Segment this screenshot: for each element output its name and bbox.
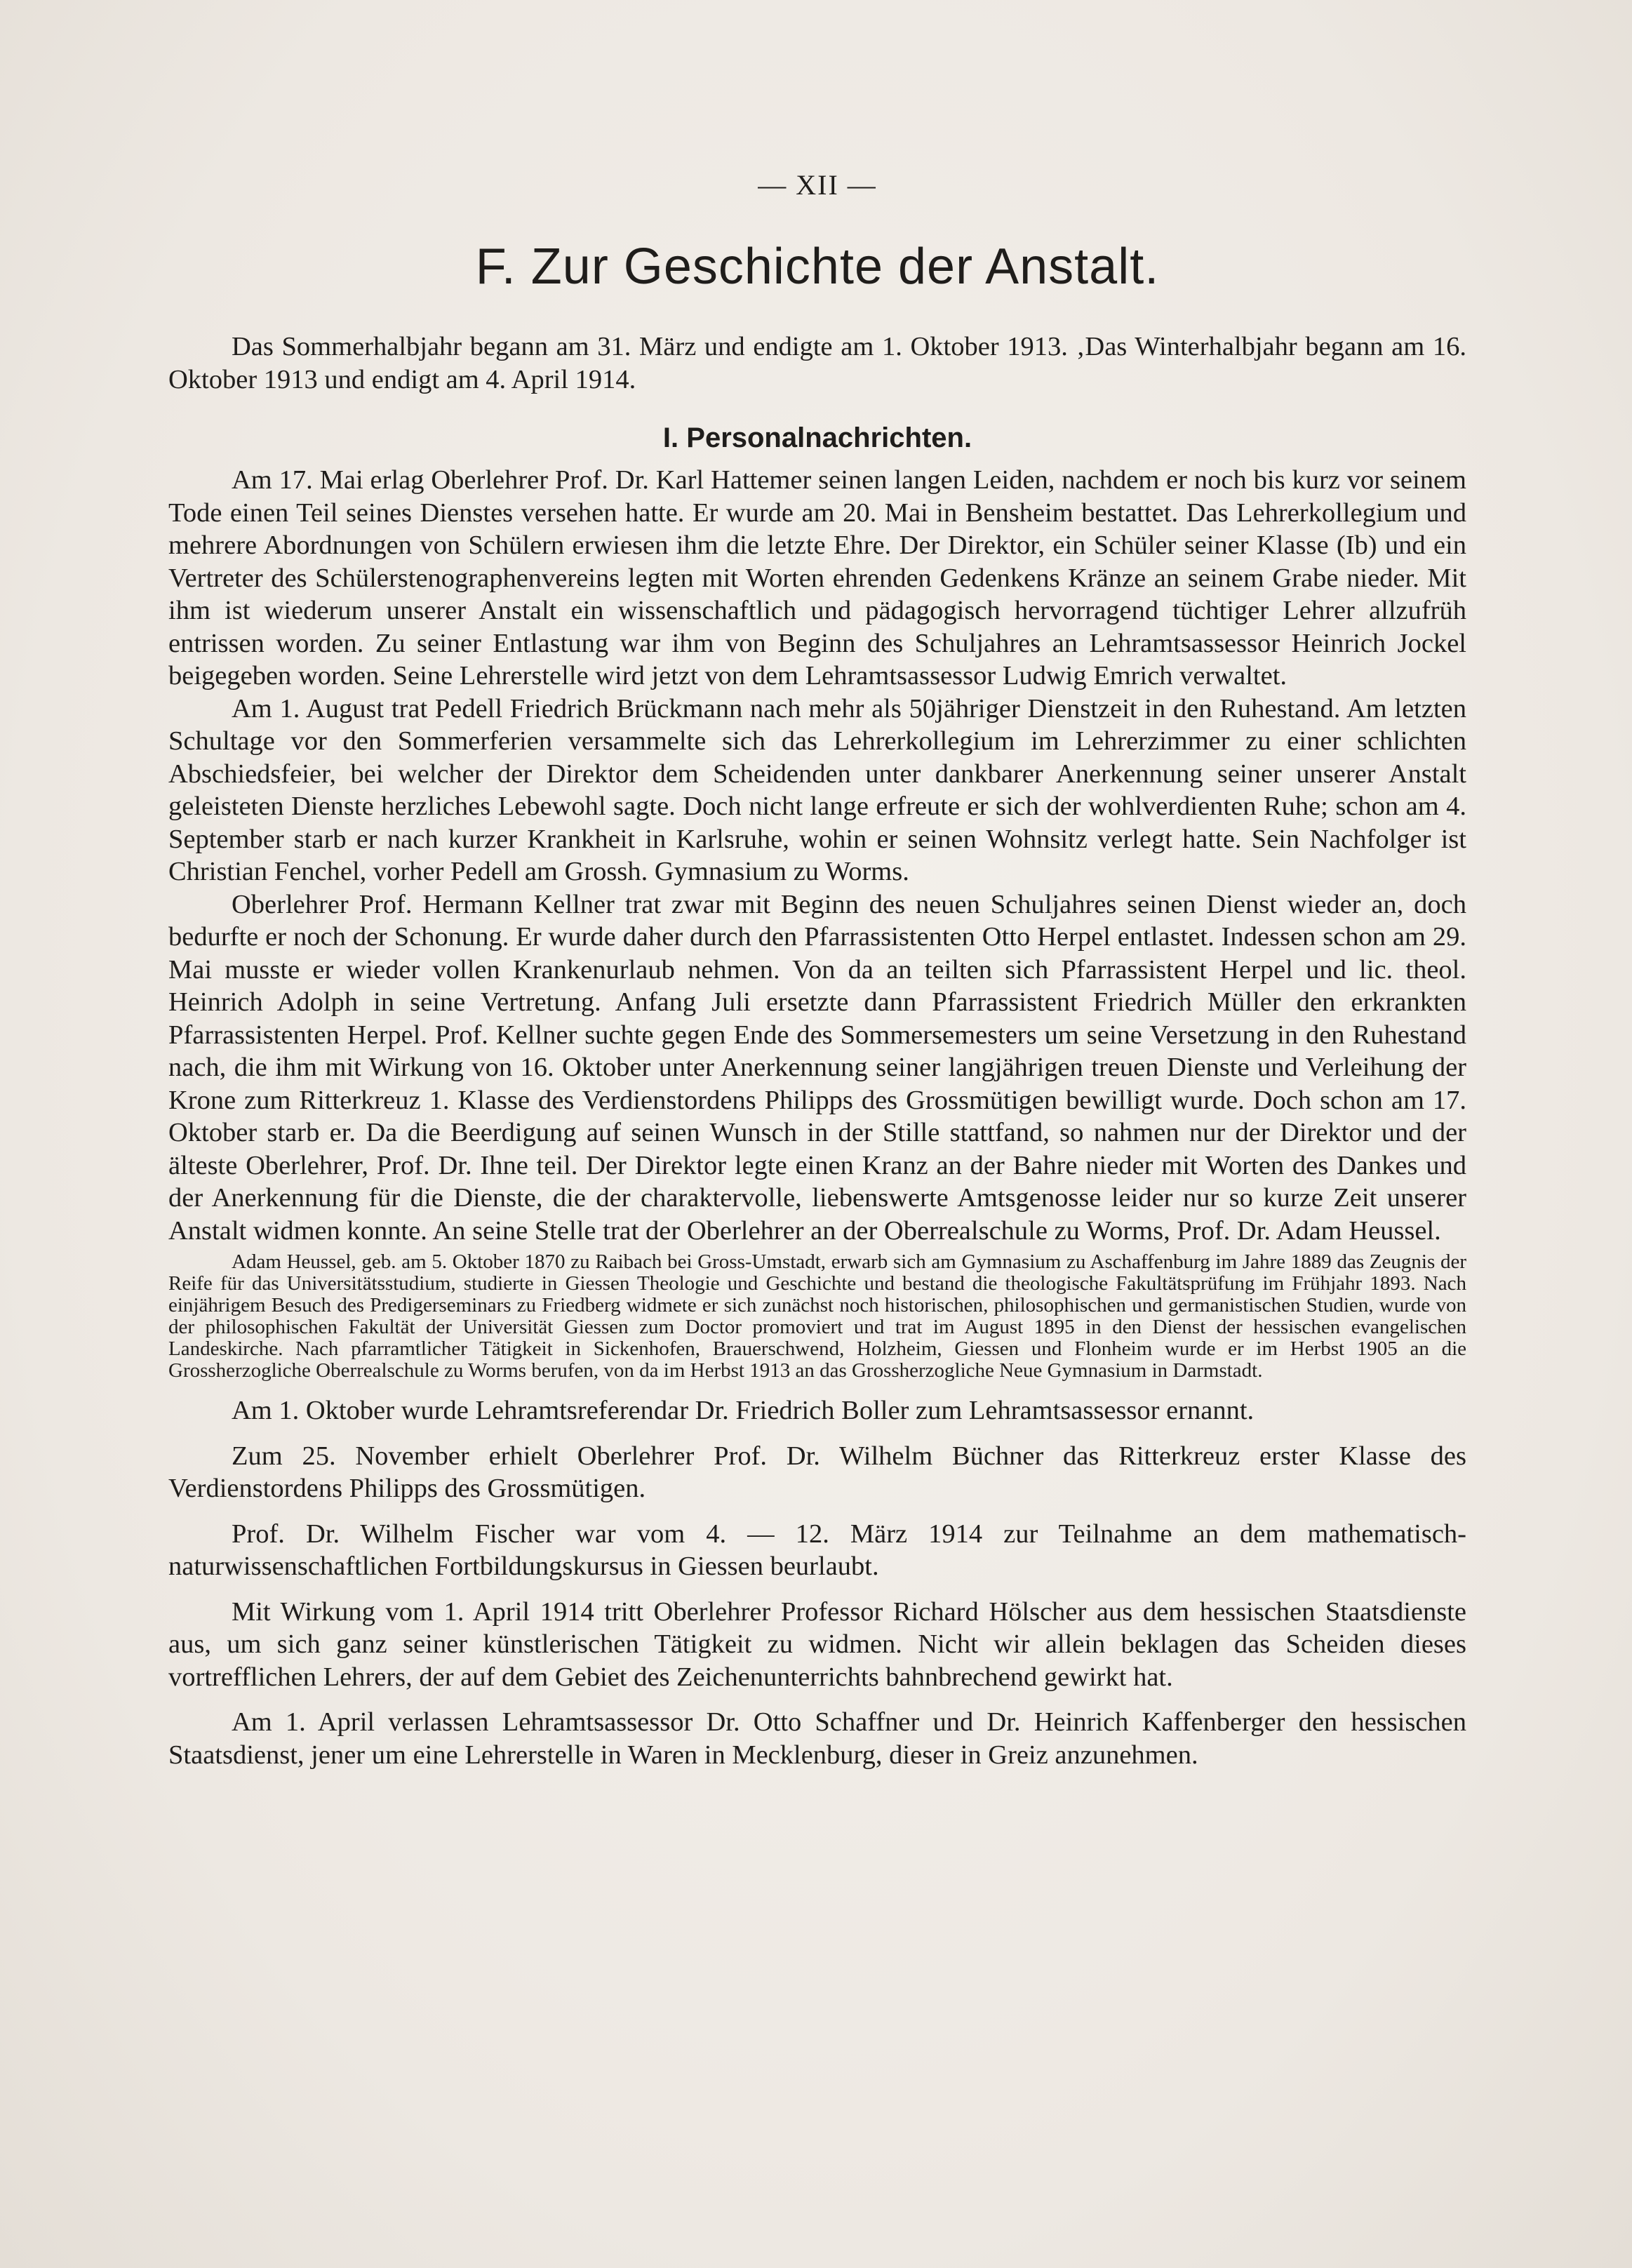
paragraph-boller: Am 1. Oktober wurde Lehramtsreferendar Dr. Friedrich Boller zum Lehramtsassessor ernannt. <box>232 1396 1255 1425</box>
page-content <box>168 168 1466 1771</box>
page-title: F. Zur Geschichte der Anstalt. <box>475 239 1160 295</box>
page-number: — XII — <box>758 169 877 201</box>
section-title: I. Personalnachrichten. <box>662 422 972 453</box>
intro-paragraph: Das Sommerhalbjahr begann am 31. März und endigte am 1. Oktober 1913. ‚Das Winterhalbjahr begann am 16. Oktober 1913 und endigt am 4. April 1914. <box>168 332 1466 394</box>
paragraph-fischer: Prof. Dr. Wilhelm Fischer war vom 4. — 12. März 1914 zur Teilnahme an dem mathematisch-naturwissenschaftlichen Fortbildungskursus in Giessen beurlaubt. <box>168 1519 1466 1581</box>
footnote-heussel: Adam Heussel, geb. am 5. Oktober 1870 zu Raibach bei Gross-Umstadt, erwarb sich am Gymnasium zu Aschaffenburg im Jahre 1889 das Zeugnis der Reife für das Universitätsstudium, studierte in Giessen Theologie und Geschichte und bestand die theologische Fakultätsprüfung im Frühjahr 1893. Nach einjährigem Besuch des Predigerseminars zu Friedberg widmete er sich zunächst noch historischen, philosophischen und germanistischen Studien, wurde von der philosophischen Fakultät der Universität Giessen zum Doctor promoviert und trat im August 1895 in den Dienst der hessischen evangelischen Landeskirche. Nach pfarramtlicher Tätigkeit in Sickenhofen, Brauerschwend, Holzheim, Giessen und Flonheim wurde er im Herbst 1905 an die Grossherzogliche Oberrealschule zu Worms berufen, von da im Herbst 1913 an das Grossherzogliche Neue Gymnasium in Darmstadt. <box>168 1250 1466 1382</box>
paragraph-hoelscher: Mit Wirkung vom 1. April 1914 tritt Oberlehrer Professor Richard Hölscher aus dem hessischen Staatsdienste aus, um sich ganz seiner künstlerischen Tätigkeit zu widmen. Nicht wir allein beklagen das Scheiden dieses vortrefflichen Lehrers, der auf dem Gebiet des Zeichenunterrichts bahnbrechend gewirkt hat. <box>168 1596 1466 1692</box>
paragraph-kellner: Oberlehrer Prof. Hermann Kellner trat zwar mit Beginn des neuen Schuljahres seinen Dienst wieder an, doch bedurfte er noch der Schonung. Er wurde daher durch den Pfarrassistenten Otto Herpel entlastet. Indessen schon am 29. Mai musste er wieder vollen Krankenurlaub nehmen. Von da an teilten sich Pfarrassistent Herpel und lic. theol. Heinrich Adolph in seine Vertretung. Anfang Juli ersetzte dann Pfarrassistent Friedrich Müller den erkrankten Pfarrassistenten Herpel. Prof. Kellner suchte gegen Ende des Sommersemesters um seine Versetzung in den Ruhestand nach, die ihm mit Wirkung von 16. Oktober unter Anerkennung seiner langjährigen treuen Dienste und Verleihung der Krone zum Ritterkreuz 1. Klasse des Verdienstordens Philipps des Grossmütigen bewilligt wurde. Doch schon am 17. Oktober starb er. Da die Beerdigung auf seinen Wunsch in der Stille stattfand, so nahmen nur der Direktor und der älteste Oberlehrer, Prof. Dr. Ihne teil. Der Direktor legte einen Kranz an der Bahre nieder mit Worten des Dankes und der Anerkennung für die Dienste, die der charaktervolle, liebenswerte Amtsgenosse leider nur so kurze Zeit unserer Anstalt widmen konnte. An seine Stelle trat der Oberlehrer an der Oberrealschule zu Worms, Prof. Dr. Adam Heussel. <box>168 889 1466 1246</box>
paragraph-schaffner: Am 1. April verlassen Lehramtsassessor Dr. Otto Schaffner und Dr. Heinrich Kaffenberger den hessischen Staatsdienst, jener um eine Lehrerstelle in Waren in Mecklenburg, dieser in Greiz anzunehmen. <box>168 1707 1466 1770</box>
paragraph-hattemer: Am 17. Mai erlag Oberlehrer Prof. Dr. Karl Hattemer seinen langen Leiden, nachdem er noch bis kurz vor seinem Tode einen Teil seines Dienstes versehen hatte. Er wurde am 20. Mai in Bensheim bestattet. Das Lehrerkollegium und mehrere Abordnungen von Schülern erwiesen ihm die letzte Ehre. Der Direktor, ein Schüler seiner Klasse (Ib) und ein Vertreter des Schülerstenographenvereins legten mit Worten ehrenden Gedenkens Kränze an seinem Grabe nieder. Mit ihm ist wiederum unserer Anstalt ein wissenschaftlich und pädagogisch hervorragend tüchtiger Lehrer allzufrüh entrissen worden. Zu seiner Entlastung war ihm von Beginn des Schuljahres an Lehramtsassessor Heinrich Jockel beigegeben worden. Seine Lehrerstelle wird jetzt von dem Lehramtsassessor Ludwig Emrich verwaltet. <box>168 465 1466 691</box>
paragraph-buechner: Zum 25. November erhielt Oberlehrer Prof. Dr. Wilhelm Büchner das Ritterkreuz erster Klasse des Verdienstordens Philipps des Grossmütigen. <box>168 1441 1466 1503</box>
paragraph-brueckmann: Am 1. August trat Pedell Friedrich Brückmann nach mehr als 50jähriger Dienstzeit in den Ruhestand. Am letzten Schultage vor den Sommerferien versammelte sich das Lehrerkollegium im Lehrerzimmer zu einer schlichten Abschiedsfeier, bei welcher der Direktor dem Scheidenden unter dankbarer Anerkennung seiner unserer Anstalt geleisteten Dienste herzliches Lebewohl sagte. Doch nicht lange erfreute er sich der wohlverdienten Ruhe; schon am 4. September starb er nach kurzer Krankheit in Karlsruhe, wohin er seinen Wohnsitz verlegt hatte. Sein Nachfolger ist Christian Fenchel, vorher Pedell am Grossh. Gymnasium zu Worms. <box>168 693 1466 886</box>
